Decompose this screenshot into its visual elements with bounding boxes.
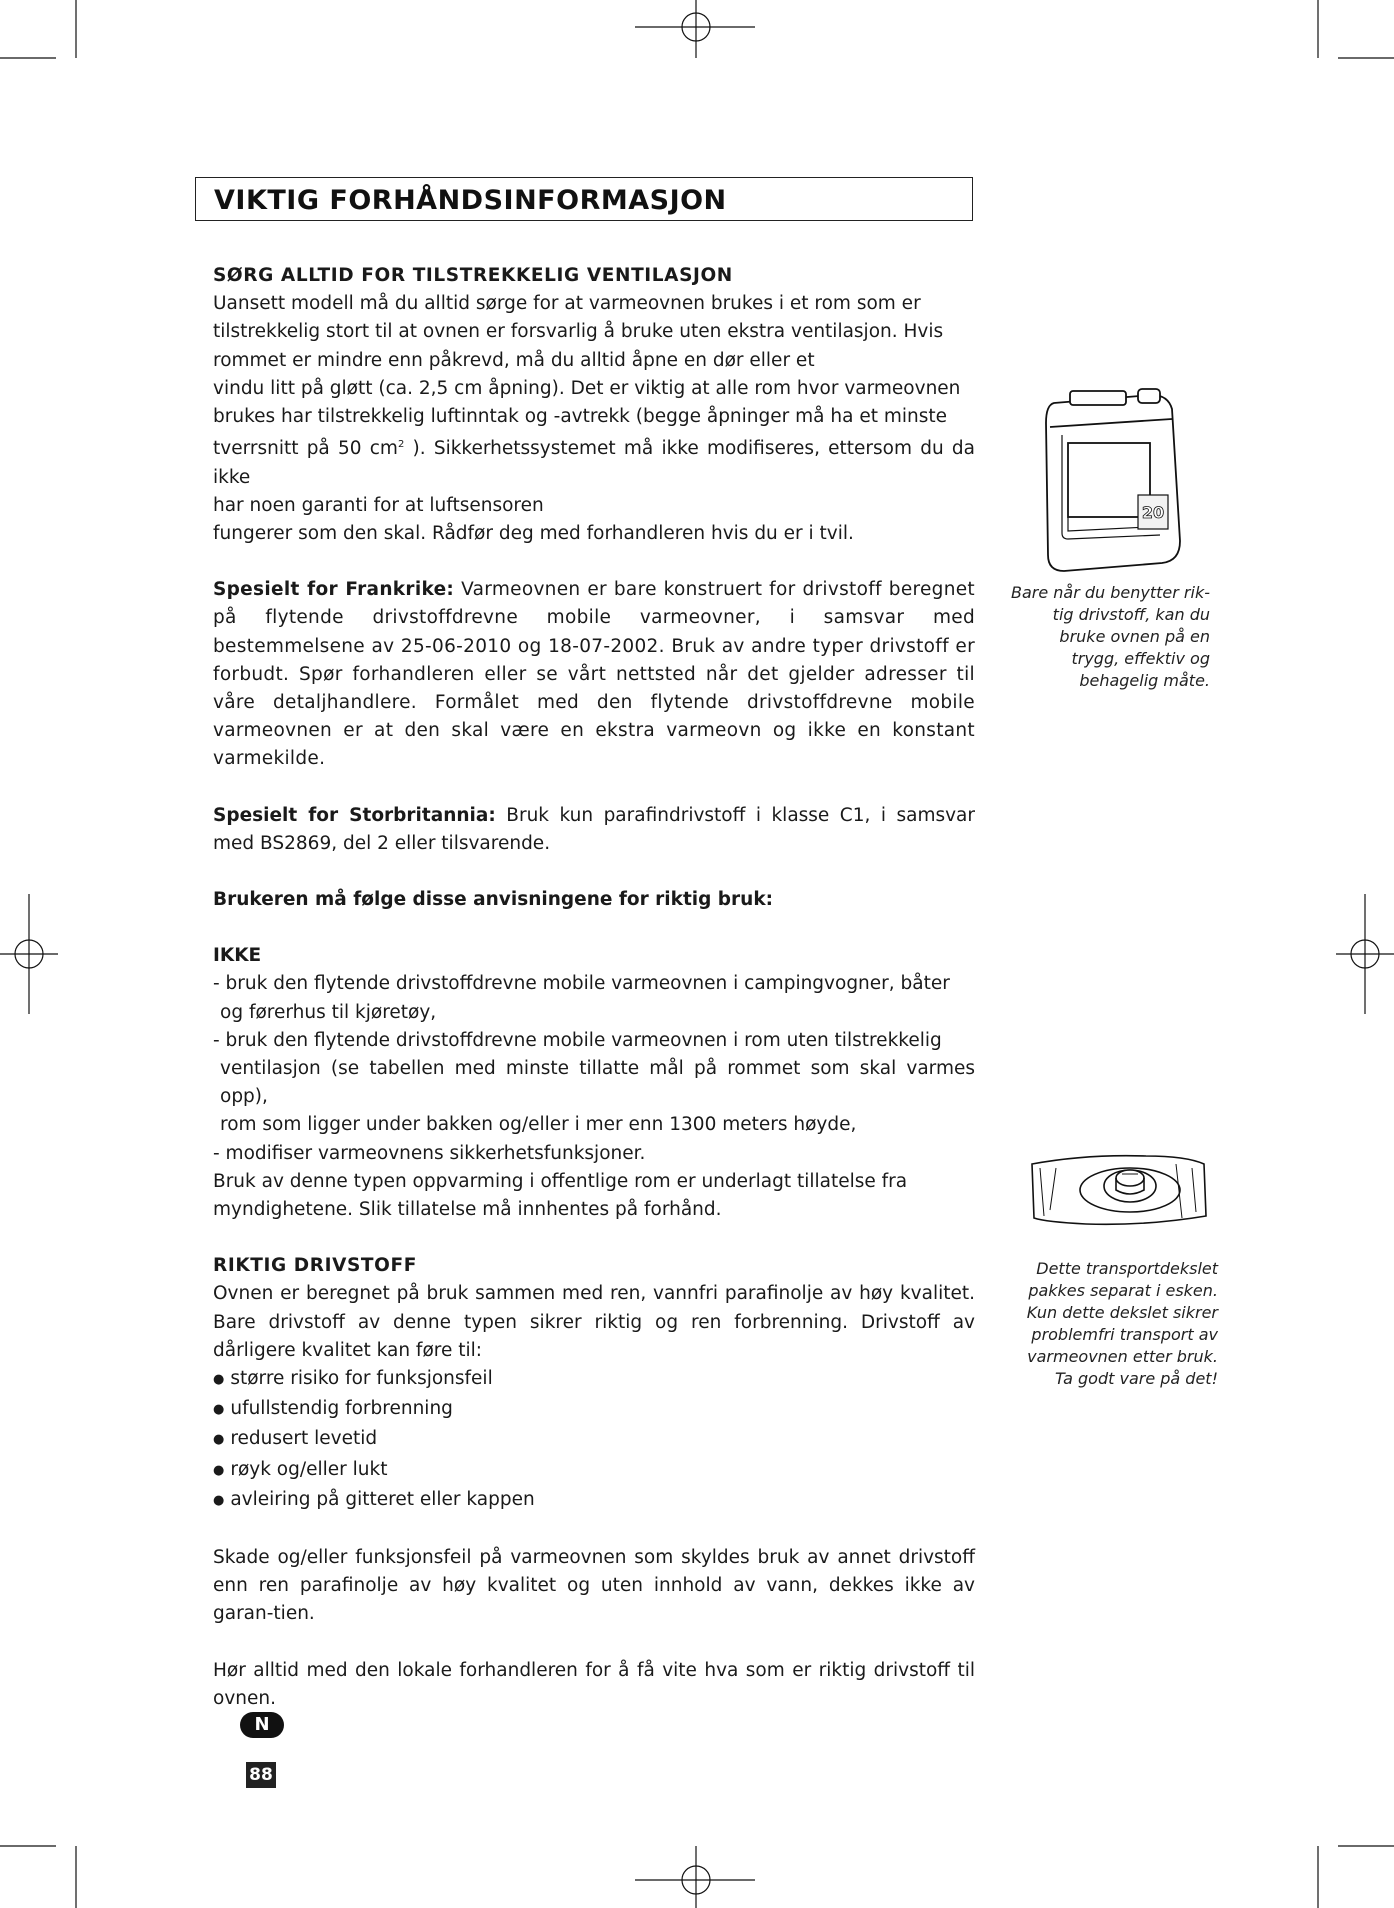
ikke-heading: IKKE: [213, 945, 262, 967]
fuel-intro: Ovnen er beregnet på bruk sammen med ren, vannfri parafinolje av høy kvalitet. Bare drivstoff av denne typen sikrer riktig og ren forbrenning. Drivstoff av dårligere kvalitet kan føre til:: [213, 1283, 975, 1361]
ventilation-line: tilstrekkelig stort til at ovnen er forsvarlig å bruke uten ekstra ventilasjon. Hvis: [213, 321, 944, 343]
canister-caption: Bare når du benytter rik- tig drivstoff, kan du bruke ovnen på en trygg, effektiv og behagelig måte.: [1010, 583, 1210, 690]
uk-lead: Spesielt for Storbritannia:: [213, 804, 496, 826]
canister-label: 20: [1141, 503, 1165, 522]
ventilation-heading: SØRG ALLTID FOR TILSTREKKELIG VENTILASJON: [213, 265, 733, 286]
language-badge: N: [240, 1712, 284, 1738]
ikke-item: - bruk den flytende drivstoffdrevne mobile varmeovnen i rom uten tilstrekkelig: [213, 1029, 942, 1051]
transport-cover-illustration: [1026, 1150, 1210, 1230]
user-notice: Brukeren må følge disse anvisningene for riktig bruk:: [213, 889, 774, 911]
uk-paragraph: Spesielt for Storbritannia: Bruk kun parafindrivstoff i klasse C1, i samsvar med BS2869, del 2 eller tilsvarende.: [213, 804, 975, 854]
fuel-heading: RIKTIG DRIVSTOFF: [213, 1255, 417, 1277]
list-item: ● redusert levetid: [213, 1425, 975, 1455]
fuel-bullet-list: [213, 1365, 975, 1516]
ventilation-line: rommet er mindre enn påkrevd, må du alltid åpne en dør eller et: [213, 349, 815, 371]
fuel-canister-illustration: [1040, 383, 1190, 575]
page-title: VIKTIG FORHÅNDSINFORMASJON: [195, 177, 973, 221]
ikke-after: Bruk av denne typen oppvarming i offentlige rom er underlagt tillatelse fra: [213, 1170, 908, 1192]
ikke-item: - bruk den flytende drivstoffdrevne mobile varmeovnen i campingvogner, båter: [213, 973, 950, 995]
france-lead: Spesielt for Frankrike:: [213, 579, 455, 601]
list-item: ● ufullstendig forbrenning: [213, 1395, 975, 1425]
superscript: 2: [397, 439, 405, 451]
ventilation-line: vindu litt på gløtt (ca. 2,5 cm åpning). Det er viktig at alle rom hvor varmeovnen: [213, 377, 961, 399]
main-text: [213, 262, 975, 1713]
ikke-item: - modifiser varmeovnens sikkerhetsfunksjoner.: [213, 1142, 646, 1164]
ventilation-line: Uansett modell må du alltid sørge for at varmeovnen brukes i et rom som er: [213, 293, 921, 315]
cover-caption: Dette transportdekslet pakkes separat i esken. Kun dette dekslet sikrer problemfri transport av varmeovnen etter bruk. Ta godt vare på det!: [1026, 1259, 1218, 1388]
ventilation-line: fungerer som den skal. Rådfør deg med forhandleren hvis du er i tvil.: [213, 522, 854, 544]
ikke-item: rom som ligger under bakken og/eller i mer enn 1300 meters høyde,: [220, 1114, 857, 1136]
damage-paragraph: Skade og/eller funksjonsfeil på varmeovnen som skyldes bruk av annet drivstoff enn ren parafinolje av høy kvalitet og uten innhold av vann, dekkes ikke av garan-tien.: [213, 1547, 975, 1625]
ikke-item: og førerhus til kjøretøy,: [220, 1001, 437, 1023]
ikke-item: ventilasjon (se tabellen med minste tillatte mål på rommet som skal varmes opp),: [220, 1058, 975, 1108]
list-item: ● avleiring på gitteret eller kappen: [213, 1486, 975, 1516]
advice-paragraph: Hør alltid med den lokale forhandleren for å få vite hva som er riktig drivstoff til ovnen.: [213, 1659, 975, 1709]
ikke-after: myndighetene. Slik tillatelse må innhentes på forhånd.: [213, 1199, 722, 1221]
page-number: 88: [246, 1762, 276, 1788]
france-paragraph: Spesielt for Frankrike: Varmeovnen er bare konstruert for drivstoff beregnet på flytende drivstoffdrevne mobile varmeovner, i samsvar med bestemmelsene av 25-06-2010 og 18-07-2002. Bruk av andre typer drivstoff er forbudt. Spør forhandleren eller se vårt nettsted når det gjelder adresser til våre detaljhandlere. Formålet med den flytende drivstoffdrevne mobile varmeovnen er at den skal være en ekstra varmeovn og ikke en konstant varmekilde.: [213, 579, 975, 770]
ventilation-line: har noen garanti for at luftsensoren: [213, 494, 544, 516]
list-item: ● større risiko for funksjonsfeil: [213, 1365, 975, 1395]
ventilation-line: brukes har tilstrekkelig luftinntak og -avtrekk (begge åpninger må ha et minste: [213, 406, 947, 428]
ventilation-line: tverrsnitt på 50 $cm^2$ ). Sikkerhetssystemet må ikke modifiseres, ettersom du da ikke: [213, 438, 975, 488]
list-item: ● røyk og/eller lukt: [213, 1456, 975, 1486]
